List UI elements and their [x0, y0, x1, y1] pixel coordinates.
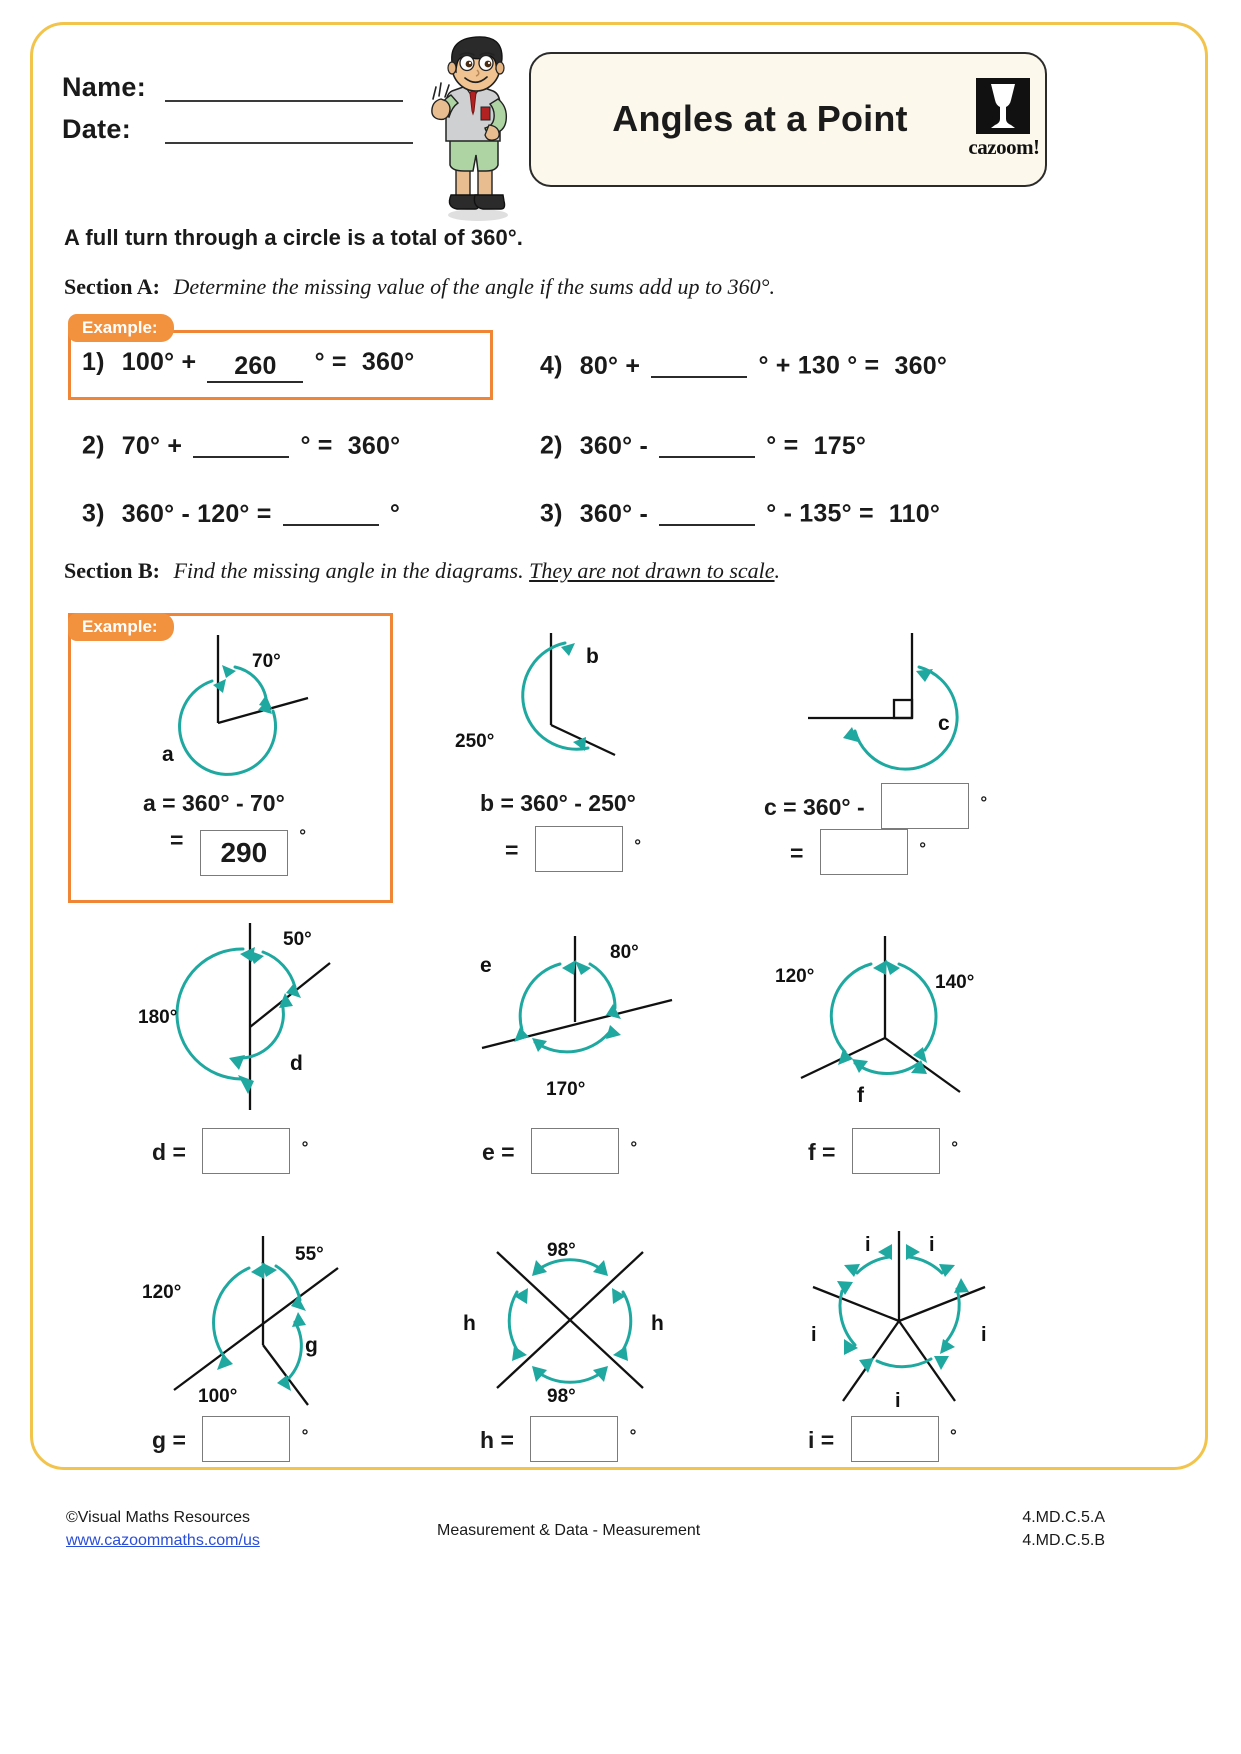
- diagram-d-label-50: 50°: [283, 929, 312, 950]
- diagram-i-degree-symbol: °: [950, 1426, 957, 1445]
- diagram-c-answer-box[interactable]: [820, 829, 908, 875]
- problem-a6: [540, 496, 940, 529]
- section-a-heading: [64, 274, 775, 300]
- cazoom-goblet-icon: [988, 82, 1018, 130]
- diagram-b-degree-symbol: °: [634, 836, 642, 855]
- problem-a6-answer[interactable]: [659, 496, 755, 526]
- problem-a1: [82, 348, 414, 383]
- diagram-h-degree-symbol: °: [629, 1426, 637, 1445]
- diagram-b-label-250: 250°: [455, 731, 495, 752]
- problem-a1-pre: 100° +: [121, 348, 197, 376]
- diagram-c: [790, 625, 1010, 785]
- footer-standard-1: 4.MD.C.5.A: [1022, 1509, 1105, 1526]
- diagram-h-label-98-top: 98°: [547, 1240, 576, 1261]
- page-title: Angles at a Point: [612, 98, 908, 139]
- problem-a2-mid: ° =: [300, 431, 333, 460]
- logo-wordmark: cazoom!: [968, 135, 1040, 159]
- problem-a2-pre: 70° +: [121, 431, 183, 460]
- footer-copyright: ©Visual Maths Resources: [66, 1509, 251, 1526]
- section-a-instruction: Determine the missing value of the angle if the sums add up to 360°.: [173, 274, 775, 299]
- diagram-d-equation: d =: [152, 1139, 186, 1165]
- diagram-a-label-70: 70°: [252, 651, 281, 672]
- diagram-i-label-1: i: [865, 1234, 871, 1256]
- name-label: Name:: [62, 72, 147, 102]
- diagram-h-variable-left: h: [463, 1312, 476, 1335]
- diagram-g-equation: g =: [152, 1427, 186, 1453]
- diagram-i-label-3: i: [811, 1324, 817, 1346]
- footer-url-wrap[interactable]: [66, 1532, 260, 1550]
- diagram-c-answer-row: [790, 829, 926, 875]
- right-angle-mark: [894, 700, 912, 718]
- section-b-instruction-b: They are not drawn to scale: [529, 558, 775, 583]
- diagram-d-answer-row: [152, 1128, 308, 1174]
- problem-a4: [540, 348, 947, 381]
- problem-a2-post: 360°: [347, 431, 401, 460]
- diagram-a: [140, 625, 350, 795]
- diagram-g-answer-row: [152, 1416, 308, 1462]
- diagram-c-given-box[interactable]: [881, 783, 969, 829]
- diagram-e-answer-row: [482, 1128, 637, 1174]
- diagram-a-degree-symbol: °: [299, 826, 307, 845]
- problem-a2-number: 2): [82, 431, 105, 460]
- problem-a3: [82, 496, 400, 529]
- problem-a6-pre: 360° -: [579, 499, 648, 528]
- diagram-g-variable: g: [305, 1334, 318, 1357]
- diagram-c-degree-symbol-1: °: [980, 793, 988, 812]
- diagram-h-answer-box[interactable]: [530, 1416, 618, 1462]
- diagram-b-equation: b = 360° - 250°: [480, 790, 636, 816]
- diagram-e-degree-symbol: °: [630, 1138, 638, 1157]
- diagram-e-label-80: 80°: [610, 942, 639, 963]
- problem-a5-mid: ° =: [766, 431, 799, 460]
- footer-topic: Measurement & Data - Measurement: [437, 1522, 701, 1539]
- diagram-c-equation-row: [764, 783, 987, 829]
- diagram-i-equation: i =: [808, 1427, 835, 1453]
- problem-a6-post: 110°: [888, 499, 941, 528]
- diagram-b-answer-box[interactable]: [535, 826, 623, 872]
- diagram-d-label-180: 180°: [138, 1007, 178, 1028]
- diagram-a-equation: a = 360° - 70°: [143, 790, 285, 816]
- problem-a5-number: 2): [540, 431, 563, 460]
- problem-a2: [82, 428, 400, 461]
- date-label: Date:: [62, 114, 132, 144]
- diagram-g-label-55: 55°: [295, 1244, 324, 1265]
- diagram-i-label-4: i: [981, 1324, 987, 1346]
- diagram-g: [130, 1230, 380, 1410]
- problem-a4-post: 360°: [894, 351, 948, 380]
- diagram-g-degree-symbol: °: [301, 1426, 309, 1445]
- problem-a4-mid: ° + 130 ° =: [758, 351, 880, 380]
- problem-a5: [540, 428, 866, 461]
- problem-a2-answer[interactable]: [193, 428, 289, 458]
- diagram-c-degree-symbol-2: °: [919, 839, 927, 858]
- name-write-line[interactable]: [165, 100, 403, 102]
- problem-a4-number: 4): [540, 351, 563, 380]
- diagram-i-answer-row: [808, 1416, 957, 1462]
- diagram-a-variable: a: [162, 743, 174, 766]
- diagram-g-label-120: 120°: [142, 1282, 182, 1303]
- diagram-f-label-140: 140°: [935, 972, 975, 993]
- diagram-d-answer-box[interactable]: [202, 1128, 290, 1174]
- diagram-h-label-98-bottom: 98°: [547, 1386, 576, 1407]
- diagram-e-answer-box[interactable]: [531, 1128, 619, 1174]
- problem-a6-mid: ° - 135° =: [766, 499, 874, 528]
- diagram-d-degree-symbol: °: [301, 1138, 309, 1157]
- diagram-f-answer-row: [808, 1128, 958, 1174]
- diagram-f-degree-symbol: °: [951, 1138, 959, 1157]
- section-b-example-tag: Example:: [68, 613, 174, 641]
- section-a-label: Section A:: [64, 274, 160, 299]
- diagram-f-answer-box[interactable]: [852, 1128, 940, 1174]
- footer-standard-2: 4.MD.C.5.B: [1022, 1532, 1105, 1549]
- problem-a5-post: 175°: [813, 431, 867, 460]
- section-b-label: Section B:: [64, 558, 160, 583]
- problem-a3-mid: °: [389, 499, 401, 528]
- diagram-b-variable: b: [586, 645, 599, 668]
- problem-a4-answer[interactable]: [651, 348, 747, 378]
- diagram-f: [775, 930, 1025, 1110]
- diagram-i-answer-box[interactable]: [851, 1416, 939, 1462]
- problem-a1-mid: ° =: [314, 348, 347, 376]
- date-write-line[interactable]: [165, 142, 413, 144]
- diagram-g-label-100: 100°: [198, 1386, 238, 1407]
- problem-a5-pre: 360° -: [579, 431, 648, 460]
- diagram-d: [130, 915, 380, 1125]
- diagram-c-variable: c: [938, 712, 950, 735]
- student-mascot-illustration: [418, 33, 528, 223]
- problem-a5-answer[interactable]: [659, 428, 755, 458]
- diagram-a-answer-box[interactable]: 290: [200, 830, 288, 876]
- problem-a3-pre: 360° - 120° =: [121, 499, 272, 528]
- section-b-instruction-a: Find the missing angle in the diagrams.: [173, 558, 530, 583]
- diagram-f-variable: f: [857, 1084, 864, 1107]
- section-b-heading: [64, 558, 780, 584]
- problem-a4-pre: 80° +: [579, 351, 641, 380]
- diagram-h: [455, 1230, 705, 1410]
- diagram-i-label-5: i: [895, 1390, 901, 1412]
- diagram-d-variable: d: [290, 1052, 303, 1075]
- section-b-instruction-c: .: [774, 558, 781, 583]
- diagram-e-variable: e: [480, 954, 492, 977]
- footer-url-link[interactable]: www.cazoommaths.com/us: [66, 1532, 260, 1549]
- diagram-e-label-170: 170°: [546, 1079, 586, 1100]
- diagram-a-answer-row: [170, 826, 306, 876]
- diagram-b-answer-row: [505, 826, 641, 872]
- problem-a1-number: 1): [82, 348, 105, 376]
- problem-a3-number: 3): [82, 499, 105, 528]
- diagram-h-answer-row: [480, 1416, 636, 1462]
- problem-a1-post: 360°: [361, 348, 415, 376]
- diagram-i: [785, 1225, 1015, 1415]
- diagram-b-equals: =: [505, 837, 519, 863]
- diagram-b: [455, 625, 675, 795]
- section-a-example-tag: Example:: [68, 314, 174, 342]
- diagram-c-equals: =: [790, 840, 804, 866]
- diagram-i-label-2: i: [929, 1234, 935, 1256]
- diagram-f-equation: f =: [808, 1139, 836, 1165]
- problem-a6-number: 3): [540, 499, 563, 528]
- diagram-h-equation: h =: [480, 1427, 514, 1453]
- problem-a1-answer[interactable]: 260: [207, 352, 303, 383]
- diagram-e: [460, 930, 710, 1110]
- diagram-h-variable-right: h: [651, 1312, 664, 1335]
- diagram-e-equation: e =: [482, 1139, 515, 1165]
- diagram-a-equals: =: [170, 827, 184, 853]
- diagram-g-answer-box[interactable]: [202, 1416, 290, 1462]
- problem-a3-answer[interactable]: [283, 496, 379, 526]
- diagram-f-label-120: 120°: [775, 966, 815, 987]
- cazoom-logo: [968, 78, 1040, 168]
- diagram-c-equation: c = 360° -: [764, 794, 865, 820]
- full-turn-statement: A full turn through a circle is a total of 360°.: [64, 225, 523, 250]
